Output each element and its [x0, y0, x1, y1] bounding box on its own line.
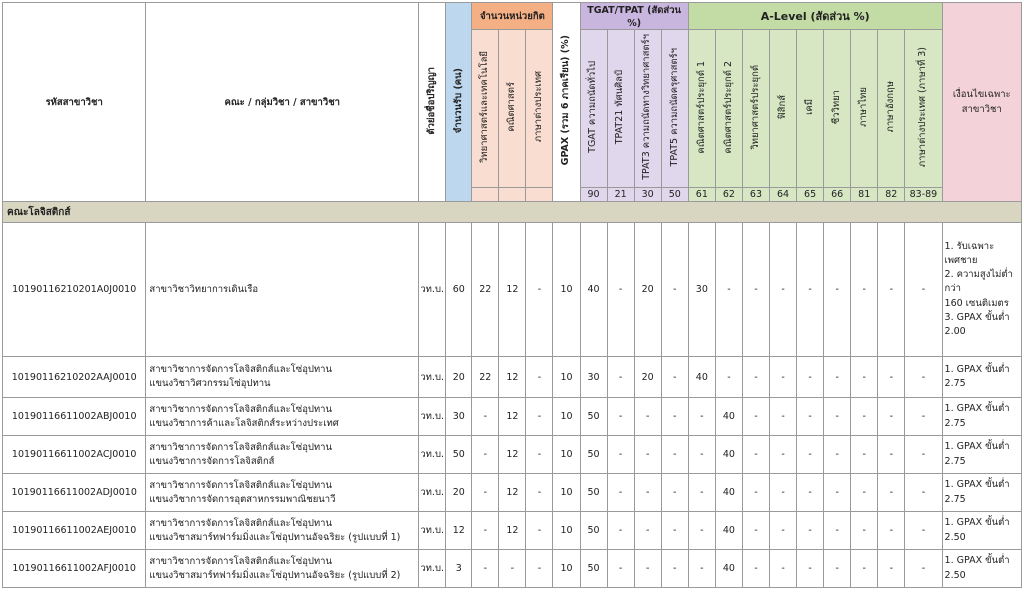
alevel-value: -: [878, 398, 905, 436]
header-degree: ตัวย่อชื่อปริญญา: [419, 3, 446, 202]
conditions-cell: [942, 223, 1021, 357]
condition-line: 2. ความสูงไม่ต่ำ: [944, 269, 1013, 281]
program-code: 10190116611002AFJ0010: [3, 550, 146, 588]
tgat-value: -: [634, 474, 661, 512]
condition-line: 2.75: [944, 417, 966, 429]
alevel-value: -: [824, 357, 851, 398]
alevel-value: -: [878, 512, 905, 550]
units-value: -: [526, 223, 553, 357]
header-tpat-21: TPAT21 ทัศนศิลป์: [607, 30, 634, 188]
alevel-value: 40: [715, 512, 742, 550]
alevel-value: -: [851, 550, 878, 588]
units-value: 22: [472, 357, 499, 398]
units-value: -: [472, 398, 499, 436]
gpax-value: 10: [553, 398, 580, 436]
tgat-value: -: [661, 474, 688, 512]
header-unit-sci: วิทยาศาสตร์และเทคโนโลยี: [472, 30, 499, 188]
degree-abbr: วท.บ.: [419, 357, 446, 398]
degree-abbr: วท.บ.: [419, 398, 446, 436]
program-major: สาขาวิชาวิทยาการเดินเรือ: [149, 283, 259, 295]
header-alevel-63: วิทยาศาสตร์ประยุกต์: [742, 30, 769, 188]
program-name: [146, 223, 419, 357]
program-track: แขนงวิชาการจัดการอุตสาหกรรมพาณิชยนาวี: [149, 493, 336, 505]
program-major: สาขาวิชาการจัดการโลจิสติกส์และโซ่อุปทาน: [149, 441, 333, 453]
header-conditions: เงื่อนไขเฉพาะสาขาวิชา: [942, 3, 1021, 202]
alevel-value: -: [797, 512, 824, 550]
alevel-value: -: [905, 550, 942, 588]
tgat-value: -: [661, 398, 688, 436]
alevel-value: -: [688, 474, 715, 512]
condition-line: 2.75: [944, 493, 966, 505]
gpax-value: 10: [553, 436, 580, 474]
alevel-value: -: [851, 436, 878, 474]
alevel-value: 40: [715, 550, 742, 588]
conditions-cell: [942, 398, 1021, 436]
alevel-value: -: [797, 474, 824, 512]
alevel-value: -: [742, 436, 769, 474]
alevel-value: 40: [715, 436, 742, 474]
header-alevel-82: ภาษาอังกฤษ: [878, 30, 905, 188]
tgat-value: -: [607, 436, 634, 474]
header-alevel-81: ภาษาไทย: [851, 30, 878, 188]
subject-code: 82: [878, 188, 905, 202]
conditions-cell: [942, 436, 1021, 474]
alevel-value: -: [797, 357, 824, 398]
alevel-value: -: [851, 223, 878, 357]
alevel-value: -: [688, 436, 715, 474]
units-value: 22: [472, 223, 499, 357]
alevel-value: -: [851, 474, 878, 512]
program-name: [146, 550, 419, 588]
subject-code: 66: [824, 188, 851, 202]
units-value: 12: [499, 512, 526, 550]
alevel-value: -: [770, 357, 797, 398]
units-value: 12: [499, 436, 526, 474]
degree-abbr: วท.บ.: [419, 436, 446, 474]
tgat-value: -: [634, 398, 661, 436]
alevel-value: -: [851, 512, 878, 550]
alevel-value: -: [905, 398, 942, 436]
program-code: 10190116210201A0J0010: [3, 223, 146, 357]
program-track: แขนงวิชาการจัดการโลจิสติกส์: [149, 455, 275, 467]
header-gpax: GPAX (รวม 6 ภาคเรียน) (%): [553, 3, 580, 202]
header-alevel-group: A-Level (สัดส่วน %): [688, 3, 942, 30]
tgat-value: 20: [634, 357, 661, 398]
program-track: แขนงวิชาสมาร์ทฟาร์มมิ่งและโซ่อุปทานอัจฉริยะ (รูปแบบที่ 2): [149, 569, 401, 581]
header-tgat-group: TGAT/TPAT (สัดส่วน %): [580, 3, 688, 30]
subject-code: 81: [851, 188, 878, 202]
tgat-value: 50: [580, 512, 607, 550]
alevel-value: -: [824, 512, 851, 550]
tgat-value: 50: [580, 398, 607, 436]
header-unit-math: คณิตศาสตร์: [499, 30, 526, 188]
tgat-value: 20: [634, 223, 661, 357]
condition-line: 2.75: [944, 378, 966, 389]
header-seats: จำนวนรับ (คน): [446, 3, 472, 202]
alevel-value: -: [905, 436, 942, 474]
condition-line: เพศชาย: [944, 254, 978, 266]
condition-line: 1. GPAX ขั้นต่ำ: [944, 517, 1010, 529]
table-row: [3, 223, 1022, 357]
subject-code: 61: [688, 188, 715, 202]
alevel-value: -: [742, 357, 769, 398]
alevel-value: -: [905, 223, 942, 357]
condition-line: 3. GPAX ขั้นต่ำ: [944, 311, 1010, 323]
alevel-value: -: [688, 398, 715, 436]
header-alevel-61: คณิตศาสตร์ประยุกต์ 1: [688, 30, 715, 188]
header-alevel-65: เคมี: [797, 30, 824, 188]
tgat-value: -: [607, 512, 634, 550]
alevel-value: 40: [688, 357, 715, 398]
header-alevel-83-89: ภาษาต่างประเทศ (ภาษาที่ 3): [905, 30, 942, 188]
conditions-cell: [942, 357, 1021, 398]
table-row: [3, 436, 1022, 474]
seats-value: 60: [446, 223, 472, 357]
alevel-value: -: [905, 357, 942, 398]
header-alevel-66: ชีววิทยา: [824, 30, 851, 188]
header-units-group: จำนวนหน่วยกิต: [472, 3, 553, 30]
seats-value: 3: [446, 550, 472, 588]
units-value: -: [499, 550, 526, 588]
alevel-value: -: [851, 357, 878, 398]
subject-code: 30: [634, 188, 661, 202]
alevel-value: -: [797, 223, 824, 357]
tgat-value: -: [607, 550, 634, 588]
degree-abbr: วท.บ.: [419, 223, 446, 357]
gpax-value: 10: [553, 512, 580, 550]
condition-line: 2.75: [944, 455, 966, 467]
units-value: 12: [499, 398, 526, 436]
alevel-value: -: [715, 357, 742, 398]
condition-line: 1. GPAX ขั้นต่ำ: [944, 403, 1010, 415]
alevel-value: -: [824, 550, 851, 588]
header-faculty: คณะ / กลุ่มวิชา / สาขาวิชา: [146, 3, 419, 202]
program-name: [146, 357, 419, 398]
alevel-value: -: [688, 512, 715, 550]
alevel-value: -: [797, 398, 824, 436]
subject-code: 63: [742, 188, 769, 202]
tgat-value: -: [661, 512, 688, 550]
seats-value: 20: [446, 474, 472, 512]
alevel-value: 40: [715, 398, 742, 436]
units-value: -: [526, 398, 553, 436]
seats-value: 12: [446, 512, 472, 550]
subject-code: 21: [607, 188, 634, 202]
subject-code: 62: [715, 188, 742, 202]
alevel-value: 40: [715, 474, 742, 512]
header-tgat-90: TGAT ความถนัดทั่วไป: [580, 30, 607, 188]
condition-line: 1. รับเฉพาะ: [944, 240, 995, 252]
gpax-value: 10: [553, 357, 580, 398]
subject-code: 90: [580, 188, 607, 202]
alevel-value: -: [742, 474, 769, 512]
tgat-value: 50: [580, 436, 607, 474]
condition-line: 1. GPAX ขั้นต่ำ: [944, 555, 1010, 567]
program-track: แขนงวิชาวิศวกรรมโซ่อุปทาน: [149, 378, 271, 389]
units-value: -: [472, 436, 499, 474]
units-value: -: [526, 512, 553, 550]
section-title: คณะโลจิสติกส์: [3, 202, 1022, 223]
alevel-value: -: [742, 512, 769, 550]
alevel-value: -: [824, 223, 851, 357]
alevel-value: -: [770, 474, 797, 512]
gpax-value: 10: [553, 550, 580, 588]
program-name: [146, 512, 419, 550]
alevel-value: -: [770, 398, 797, 436]
condition-line: กว่า: [944, 283, 961, 295]
alevel-value: -: [770, 436, 797, 474]
tgat-value: -: [607, 474, 634, 512]
alevel-value: -: [878, 550, 905, 588]
alevel-value: -: [742, 550, 769, 588]
tgat-value: 50: [580, 550, 607, 588]
gpax-value: 10: [553, 474, 580, 512]
units-value: -: [526, 550, 553, 588]
gpax-value: 10: [553, 223, 580, 357]
program-code: 10190116611002AEJ0010: [3, 512, 146, 550]
alevel-value: -: [797, 436, 824, 474]
header-code: รหัสสาขาวิชา: [3, 3, 146, 202]
header-alevel-62: คณิตศาสตร์ประยุกต์ 2: [715, 30, 742, 188]
table-row: [3, 474, 1022, 512]
units-value: -: [526, 474, 553, 512]
units-value: 12: [499, 223, 526, 357]
tgat-value: -: [634, 550, 661, 588]
alevel-value: -: [770, 512, 797, 550]
alevel-value: -: [797, 550, 824, 588]
alevel-value: -: [878, 223, 905, 357]
seats-value: 50: [446, 436, 472, 474]
program-name: [146, 398, 419, 436]
table-row: [3, 398, 1022, 436]
alevel-value: -: [905, 474, 942, 512]
section-row: [3, 202, 1022, 223]
tgat-value: -: [634, 512, 661, 550]
conditions-cell: [942, 512, 1021, 550]
alevel-value: 30: [688, 223, 715, 357]
tgat-value: -: [661, 357, 688, 398]
subject-code: 64: [770, 188, 797, 202]
subject-code: 83-89: [905, 188, 942, 202]
program-major: สาขาวิชาการจัดการโลจิสติกส์และโซ่อุปทาน: [149, 517, 333, 529]
table-row: [3, 357, 1022, 398]
seats-value: 30: [446, 398, 472, 436]
degree-abbr: วท.บ.: [419, 474, 446, 512]
tgat-value: 40: [580, 223, 607, 357]
program-code: 10190116611002ABJ0010: [3, 398, 146, 436]
condition-line: 1. GPAX ขั้นต่ำ: [944, 441, 1010, 453]
program-track: แขนงวิชาการค้าและโลจิสติกส์ระหว่างประเทศ: [149, 417, 339, 429]
admission-table: [2, 2, 1022, 588]
tgat-value: -: [661, 550, 688, 588]
alevel-value: -: [878, 357, 905, 398]
program-major: สาขาวิชาการจัดการโลจิสติกส์และโซ่อุปทาน: [149, 555, 333, 567]
header-tpat-30: TPAT3 ความถนัดทางวิทยาศาสตร์ฯ: [634, 30, 661, 188]
program-code: 10190116611002ADJ0010: [3, 474, 146, 512]
program-major: สาขาวิชาการจัดการโลจิสติกส์และโซ่อุปทาน: [149, 479, 333, 491]
table-row: [3, 512, 1022, 550]
seats-value: 20: [446, 357, 472, 398]
tgat-value: -: [661, 223, 688, 357]
conditions-cell: [942, 550, 1021, 588]
units-value: 12: [499, 474, 526, 512]
program-major: สาขาวิชาการจัดการโลจิสติกส์และโซ่อุปทาน: [149, 364, 333, 376]
condition-line: 2.50: [944, 569, 966, 581]
alevel-value: -: [715, 223, 742, 357]
condition-line: 160 เซนติเมตร: [944, 297, 1009, 309]
conditions-cell: [942, 474, 1021, 512]
degree-abbr: วท.บ.: [419, 512, 446, 550]
units-value: -: [526, 357, 553, 398]
alevel-value: -: [688, 550, 715, 588]
subject-code: 50: [661, 188, 688, 202]
alevel-value: -: [742, 223, 769, 357]
alevel-value: -: [824, 398, 851, 436]
subject-code: 65: [797, 188, 824, 202]
alevel-value: -: [905, 512, 942, 550]
units-value: 12: [499, 357, 526, 398]
condition-line: 2.00: [944, 326, 966, 338]
alevel-value: -: [878, 474, 905, 512]
header-unit-lang: ภาษาต่างประเทศ: [526, 30, 553, 188]
tgat-value: 50: [580, 474, 607, 512]
header-tpat-50: TPAT5 ความถนัดครุศาสตร์ฯ: [661, 30, 688, 188]
tgat-value: -: [607, 357, 634, 398]
program-code: 10190116611002ACJ0010: [3, 436, 146, 474]
units-value: -: [472, 550, 499, 588]
program-track: แขนงวิชาสมาร์ทฟาร์มมิ่งและโซ่อุปทานอัจฉริยะ (รูปแบบที่ 1): [149, 531, 401, 543]
condition-line: 1. GPAX ขั้นต่ำ: [944, 363, 1010, 375]
program-name: [146, 436, 419, 474]
program-major: สาขาวิชาการจัดการโลจิสติกส์และโซ่อุปทาน: [149, 403, 333, 415]
alevel-value: -: [770, 550, 797, 588]
alevel-value: -: [742, 398, 769, 436]
units-value: -: [472, 512, 499, 550]
degree-abbr: วท.บ.: [419, 550, 446, 588]
tgat-value: -: [607, 398, 634, 436]
alevel-value: -: [824, 436, 851, 474]
units-value: -: [526, 436, 553, 474]
program-name: [146, 474, 419, 512]
header-alevel-64: ฟิสิกส์: [770, 30, 797, 188]
tgat-value: -: [634, 436, 661, 474]
tgat-value: -: [607, 223, 634, 357]
alevel-value: -: [878, 436, 905, 474]
units-value: -: [472, 474, 499, 512]
alevel-value: -: [851, 398, 878, 436]
alevel-value: -: [770, 223, 797, 357]
condition-line: 1. GPAX ขั้นต่ำ: [944, 479, 1010, 491]
condition-line: 2.50: [944, 531, 966, 543]
program-code: 10190116210202AAJ0010: [3, 357, 146, 398]
tgat-value: 30: [580, 357, 607, 398]
alevel-value: -: [824, 474, 851, 512]
tgat-value: -: [661, 436, 688, 474]
table-row: [3, 550, 1022, 588]
